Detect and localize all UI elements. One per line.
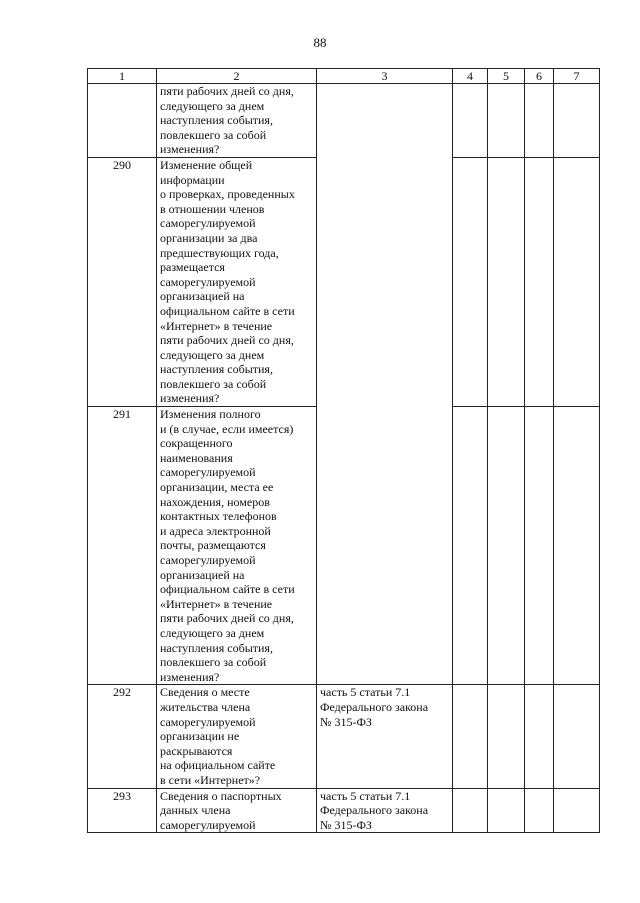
row-legal-basis: часть 5 статьи 7.1 Федерального закона № 315-ФЗ <box>317 788 453 833</box>
row-question: пяти рабочих дней со дня, следующего за днем наступления события, повлекшего за собой изменения? <box>157 84 317 158</box>
row-legal-basis <box>317 84 453 158</box>
row-number: 290 <box>88 157 157 406</box>
column-header: 3 <box>317 69 453 84</box>
answer-cell <box>525 407 554 685</box>
table-row <box>88 84 600 158</box>
row-number: 291 <box>88 407 157 685</box>
answer-cell <box>525 157 554 406</box>
answer-cell <box>554 157 600 406</box>
answer-cell <box>488 84 525 158</box>
table-row <box>88 685 600 788</box>
row-question: Сведения о паспортных данных члена саморегулируемой <box>157 788 317 833</box>
row-legal-basis <box>317 407 453 685</box>
answer-cell <box>453 407 488 685</box>
row-number <box>88 84 157 158</box>
column-header: 6 <box>525 69 554 84</box>
answer-cell <box>488 685 525 788</box>
column-header: 5 <box>488 69 525 84</box>
checklist-table <box>87 68 600 833</box>
answer-cell <box>453 157 488 406</box>
answer-cell <box>453 84 488 158</box>
column-header: 1 <box>88 69 157 84</box>
answer-cell <box>453 788 488 833</box>
answer-cell <box>554 84 600 158</box>
table-row <box>88 788 600 833</box>
answer-cell <box>525 84 554 158</box>
row-legal-basis <box>317 157 453 406</box>
answer-cell <box>554 788 600 833</box>
column-header: 2 <box>157 69 317 84</box>
answer-cell <box>488 788 525 833</box>
column-header: 4 <box>453 69 488 84</box>
row-question: Изменения полного и (в случае, если имеется) сокращенного наименования саморегулируемой организации, места ее нахождения, номеров контактных телефонов и адреса электронной почты, размещаются саморегулируемой организацией на официальном сайте в сети «Интернет» в течение пяти рабочих дней со дня, следующего за днем наступления события, повлекшего за собой изменения? <box>157 407 317 685</box>
table-row <box>88 157 600 406</box>
row-number: 293 <box>88 788 157 833</box>
answer-cell <box>525 788 554 833</box>
table-row <box>88 407 600 685</box>
answer-cell <box>453 685 488 788</box>
answer-cell <box>488 157 525 406</box>
row-legal-basis: часть 5 статьи 7.1 Федерального закона № 315-ФЗ <box>317 685 453 788</box>
page-number: 88 <box>313 35 327 50</box>
answer-cell <box>554 685 600 788</box>
table-header-row <box>88 69 600 84</box>
answer-cell <box>525 685 554 788</box>
row-question: Изменение общей информации о проверках, проведенных в отношении членов саморегулируемой организации за два предшествующих года, размещается саморегулируемой организацией на официальном сайте в сети «Интернет» в течение пяти рабочих дней со дня, следующего за днем наступления события, повлекшего за собой изменения? <box>157 157 317 406</box>
row-number: 292 <box>88 685 157 788</box>
row-question: Сведения о месте жительства члена саморегулируемой организации не раскрываются на официальном сайте в сети «Интернет»? <box>157 685 317 788</box>
answer-cell <box>554 407 600 685</box>
column-header: 7 <box>554 69 600 84</box>
answer-cell <box>488 407 525 685</box>
